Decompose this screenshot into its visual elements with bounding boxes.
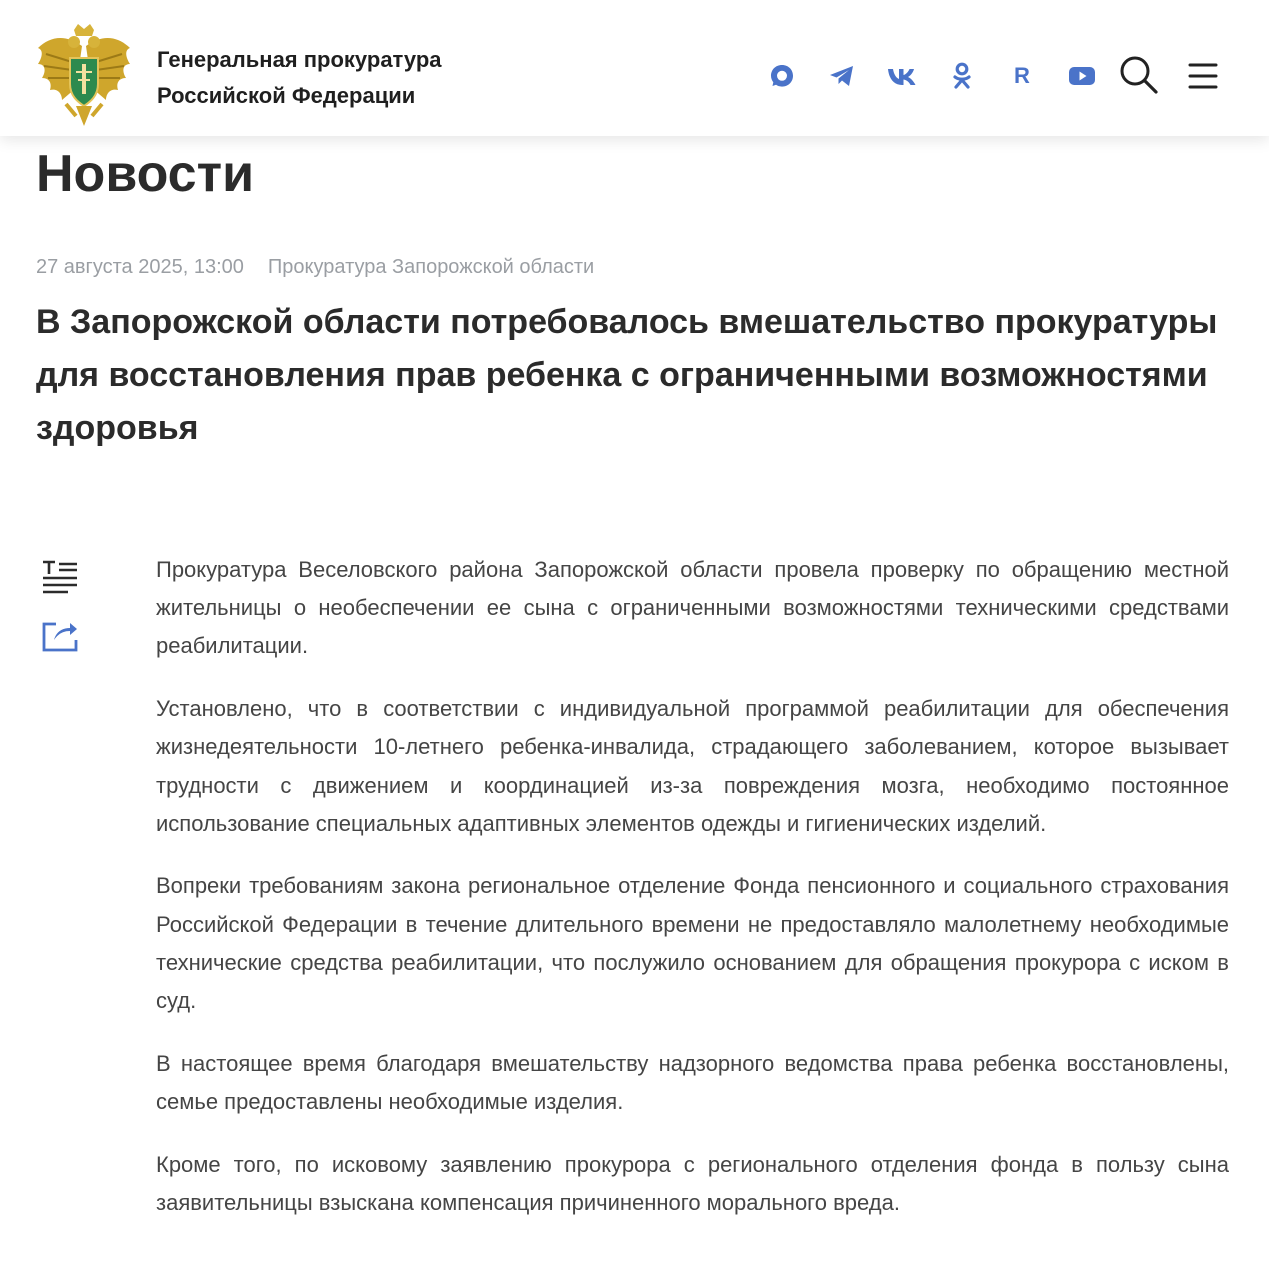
- share-icon: [40, 616, 80, 656]
- hamburger-menu-icon: [1186, 60, 1222, 92]
- search-button[interactable]: [1116, 52, 1162, 98]
- vk-icon[interactable]: [882, 56, 922, 96]
- rutube-label: R: [1014, 63, 1030, 88]
- menu-button[interactable]: [1186, 60, 1222, 92]
- article-paragraph: Прокуратура Веселовского района Запорожской области провела проверку по обращению местной жительницы о необеспечении ее сына с ограниченными возможностями техническими средствами реабилитации.: [156, 557, 1229, 659]
- max-messenger-icon[interactable]: [762, 56, 802, 96]
- article-paragraph: Кроме того, по исковому заявлению прокурора с регионального отделения фонда в пользу сына заявительницы взыскана компенсация причиненного морального вреда.: [156, 1151, 1229, 1215]
- youtube-icon[interactable]: [1062, 56, 1102, 96]
- org-name-line1: Генеральная прокуратура: [157, 47, 442, 72]
- page-title: Новости: [36, 145, 255, 203]
- rutube-icon[interactable]: [1002, 56, 1042, 96]
- article-date: 27 августа 2025, 13:00: [36, 256, 244, 278]
- odnoklassniki-icon[interactable]: [942, 56, 982, 96]
- organization-name[interactable]: [157, 42, 442, 114]
- article-body: [156, 551, 1229, 1247]
- article-headline: В Запорожской области потребовалось вмешательство прокуратуры для восстановления прав ребенка с ограниченными возможностями здоровья: [36, 303, 1218, 447]
- share-button[interactable]: [40, 616, 80, 656]
- article-paragraph: Установлено, что в соответствии с индивидуальной программой реабилитации для обеспечения жизнедеятельности 10-летнего ребенка-инвалида, страдающего заболеванием, которое вызывает трудности с движением и координацией из-за повреждения мозга, необходимо постоянное использование специальных адаптивных элементов одежды и гигиенических изделий.: [156, 696, 1229, 836]
- text-size-icon: [40, 558, 80, 598]
- org-name-line2: Российской Федерации: [157, 83, 416, 108]
- article-paragraph: Вопреки требованиям закона региональное отделение Фонда пенсионного и социального страхования Российской Федерации в течение длительного времени не предоставляло малолетнему необходимые технические средства реабилитации, что послужило основанием для обращения прокурора с иском в суд.: [156, 873, 1229, 1014]
- article-meta: [36, 255, 594, 279]
- telegram-icon[interactable]: [822, 56, 862, 96]
- site-header: [0, 0, 1269, 136]
- search-icon: [1116, 52, 1162, 98]
- article-source[interactable]: Прокуратура Запорожской области: [267, 256, 595, 278]
- article-tools: [40, 558, 80, 674]
- emblem-logo[interactable]: [36, 24, 132, 128]
- text-size-button[interactable]: [40, 558, 80, 598]
- article-paragraph: В настоящее время благодаря вмешательству надзорного ведомства права ребенка восстановлены, семье предоставлены необходимые изделия.: [156, 1050, 1229, 1114]
